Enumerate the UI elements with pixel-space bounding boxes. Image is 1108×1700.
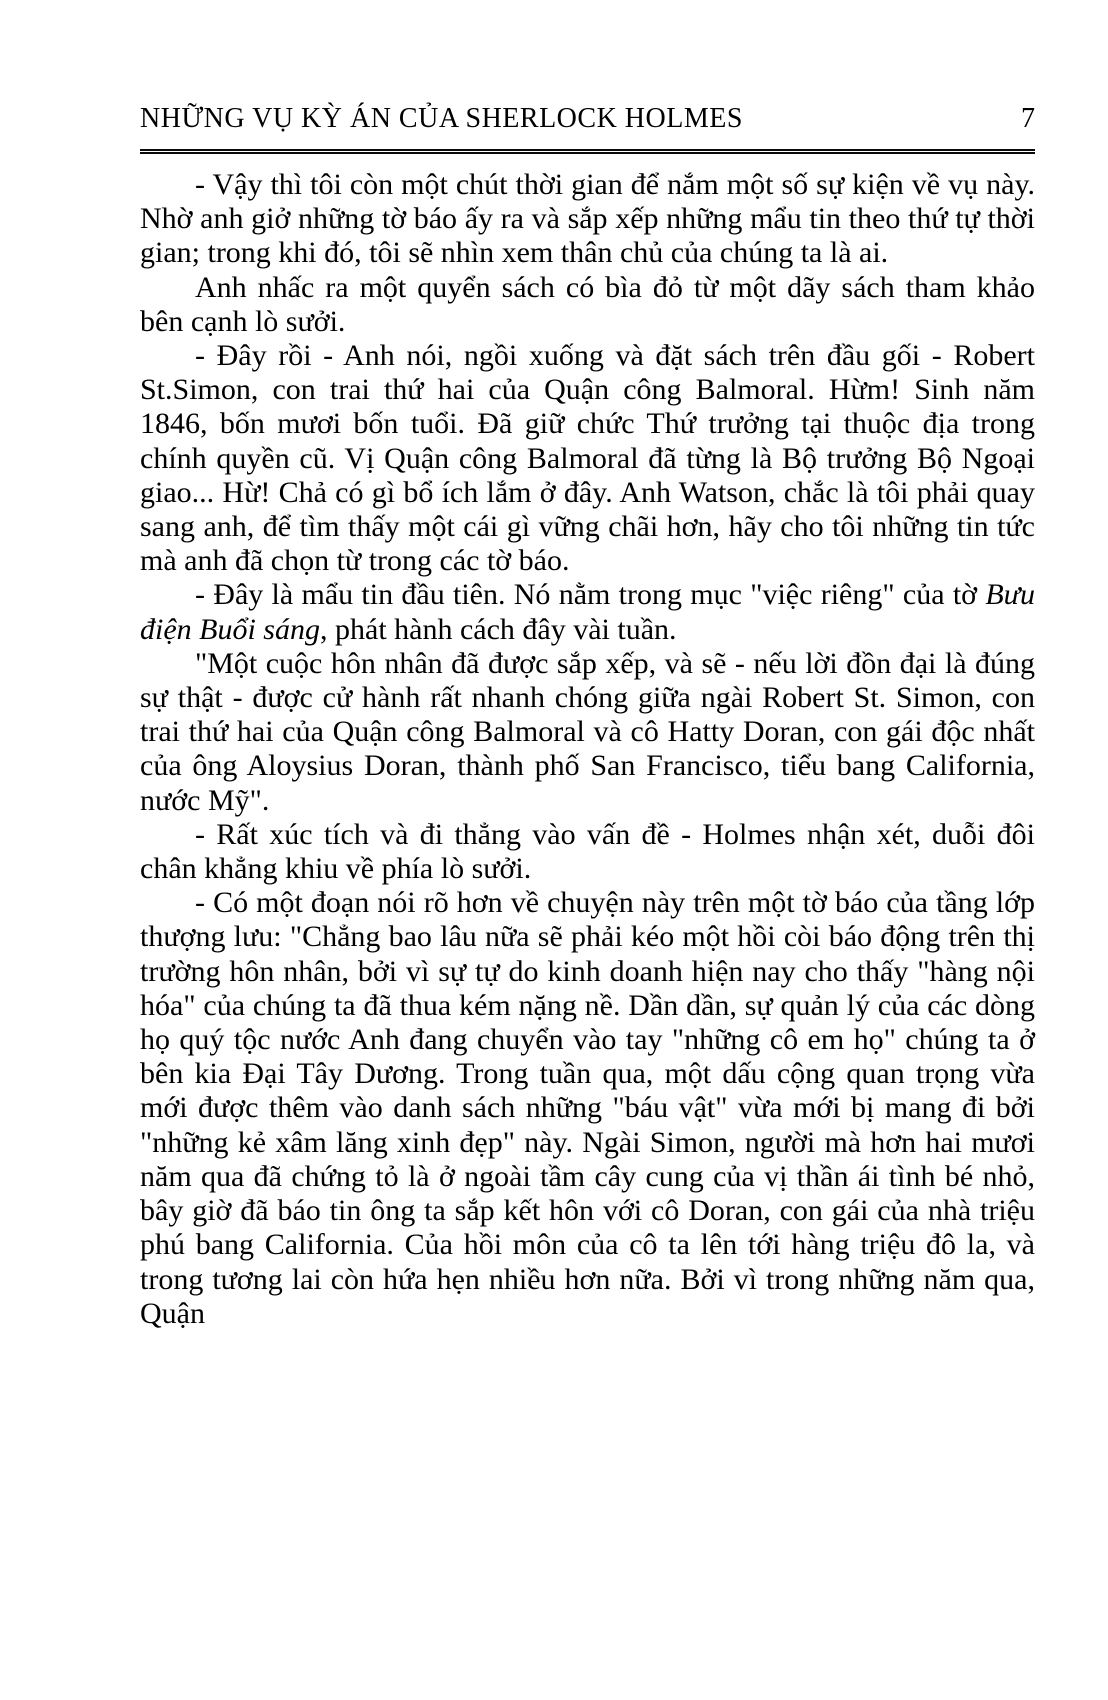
- body-text: [140, 168, 1035, 1331]
- page-number: 7: [1021, 103, 1035, 134]
- header-rule: [140, 149, 1035, 154]
- text-segment: , phát hành cách đây vài tuần.: [320, 612, 677, 646]
- paragraph-7: [140, 886, 1035, 1331]
- paragraph-5: [140, 647, 1035, 818]
- paragraph-3: [140, 339, 1035, 578]
- paragraph-6: [140, 818, 1035, 886]
- page-header: [140, 102, 1035, 136]
- text-segment: - Đây rồi - Anh nói, ngồi xuống và đặt sách trên đầu gối - Robert St.Simon, con trai thứ hai của Quận công Balmoral. Hừm! Sinh năm 1846, bốn mươi bốn tuổi. Đã giữ chức Thứ trưởng tại thuộc địa trong chính quyền cũ. Vị Quận công Balmoral đã từng là Bộ trưởng Bộ Ngoại giao... Hừ! Chả có gì bổ ích lắm ở đây. Anh Watson, chắc là tôi phải quay sang anh, để tìm thấy một cái gì vững chãi hơn, hãy cho tôi những tin tức mà anh đã chọn từ trong các tờ báo.: [140, 339, 1035, 578]
- text-segment: "Một cuộc hôn nhân đã được sắp xếp, và sẽ - nếu lời đồn đại là đúng sự thật - được cử hành rất nhanh chóng giữa ngài Robert St. Simon, con trai thứ hai của Quận công Balmoral và cô Hatty Doran, con gái độc nhất của ông Aloysius Doran, thành phố San Francisco, tiểu bang California, nước Mỹ".: [140, 646, 1035, 817]
- text-segment: - Có một đoạn nói rõ hơn về chuyện này trên một tờ báo của tầng lớp thượng lưu: "Chẳng bao lâu nữa sẽ phải kéo một hồi còi báo động trên thị trường hôn nhân, bởi vì sự tự do kinh doanh hiện nay cho thấy "hàng nội hóa" của chúng ta đã thua kém nặng nề. Dần dần, sự quản lý của các dòng họ quý tộc nước Anh đang chuyển vào tay "những cô em họ" chúng ta ở bên kia Đại Tây Dương. Trong tuần qua, một dấu cộng quan trọng vừa mới được thêm vào danh sách những "báu vật" vừa mới bị mang đi bởi "những kẻ xâm lăng xinh đẹp" này. Ngài Simon, người mà hơn hai mươi năm qua đã chứng tỏ là ở ngoài tầm cây cung của vị thần ái tình bé nhỏ, bây giờ đã báo tin ông ta sắp kết hôn với cô Doran, con gái của nhà triệu phú bang California. Của hồi môn của cô ta lên tới hàng triệu đô la, và trong tương lai còn hứa hẹn nhiều hơn nữa. Bởi vì trong những năm qua, Quận: [140, 886, 1035, 1330]
- text-segment: - Rất xúc tích và đi thẳng vào vấn đề - Holmes nhận xét, duỗi đôi chân khẳng khiu về phía lò sưởi.: [140, 817, 1035, 886]
- running-title: NHỮNG VỤ KỲ ÁN CỦA SHERLOCK HOLMES: [140, 103, 743, 134]
- paragraph-4: [140, 578, 1035, 646]
- paragraph-1: [140, 168, 1035, 271]
- italic-phrase: Bưu điện Buổi sáng: [140, 578, 1035, 646]
- text-segment: - Vậy thì tôi còn một chút thời gian để nắm một số sự kiện về vụ này. Nhờ anh giở những tờ báo ấy ra và sắp xếp những mẩu tin theo thứ tự thời gian; trong khi đó, tôi sẽ nhìn xem thân chủ của chúng ta là ai.: [140, 168, 1035, 270]
- text-segment: Anh nhấc ra một quyển sách có bìa đỏ từ một dãy sách tham khảo bên cạnh lò sưởi.: [140, 270, 1035, 338]
- paragraph-2: [140, 271, 1035, 339]
- text-segment: - Đây là mẩu tin đầu tiên. Nó nằm trong mục "việc riêng" của tờ: [195, 578, 986, 612]
